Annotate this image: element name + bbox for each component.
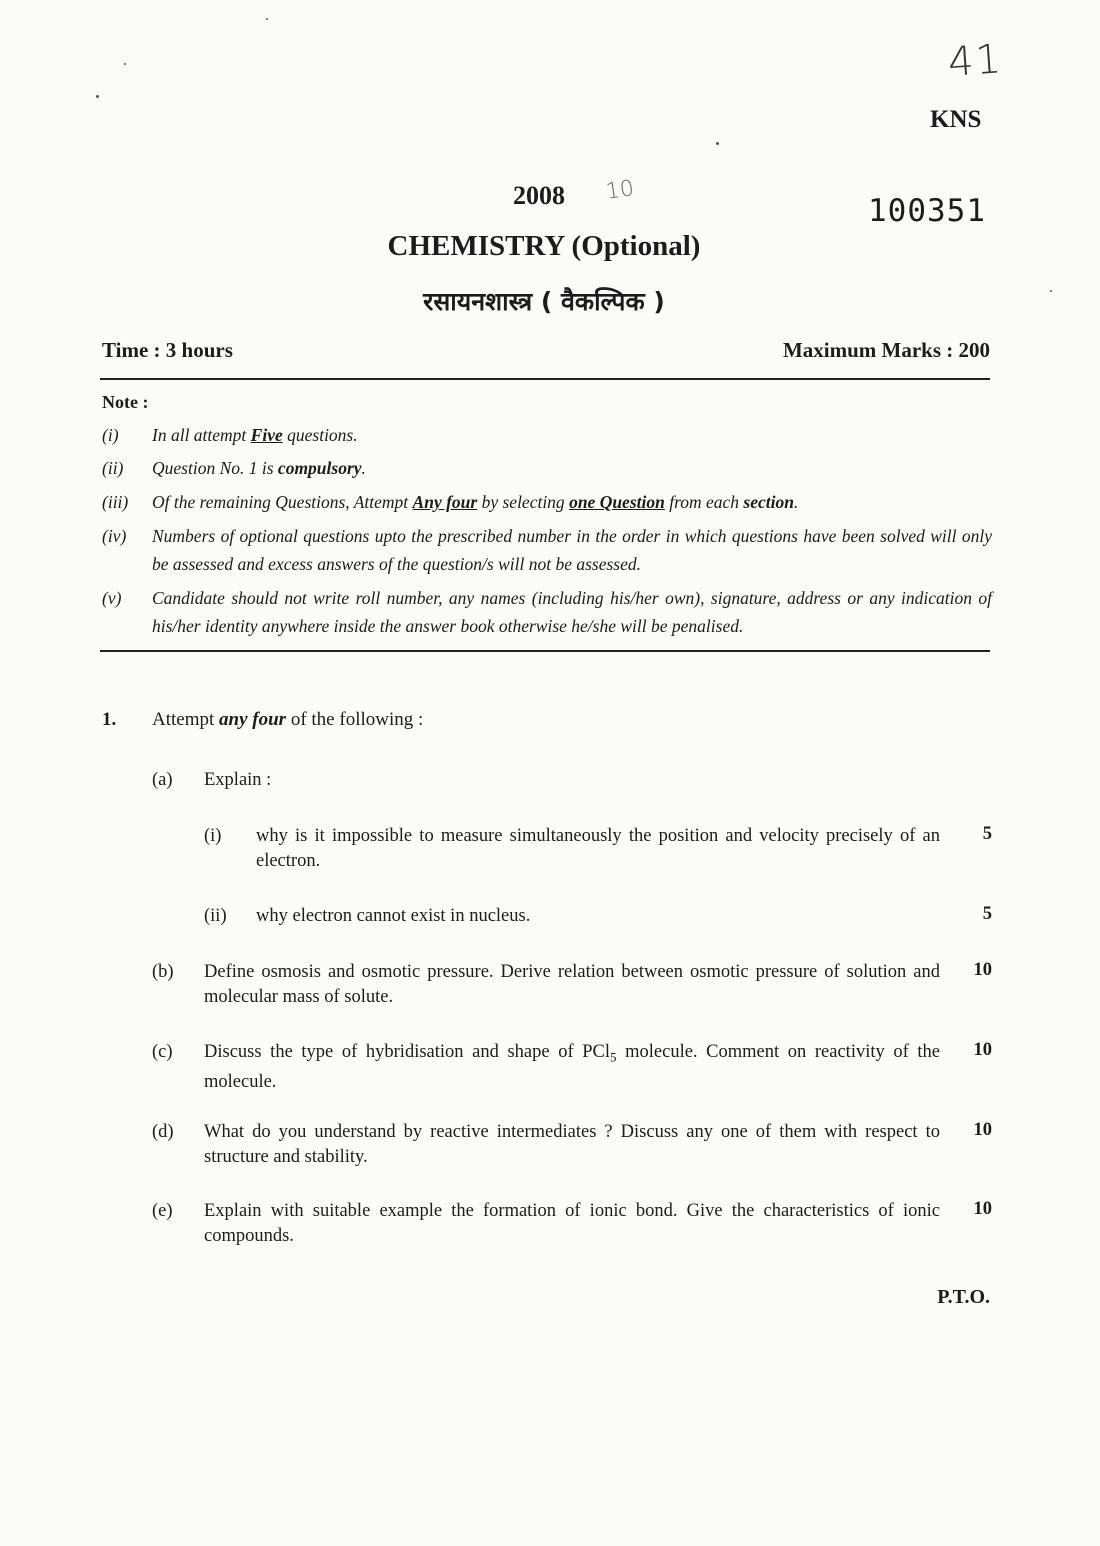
note-number: (ii) [102, 458, 124, 478]
part-text: Explain with suitable example the formation of ionic bond. Give the characteristics of ionic compounds. [204, 1201, 940, 1246]
handwritten-page-number: 41 [946, 36, 1005, 86]
paper-code: KNS [930, 106, 982, 133]
part-text: Discuss the type of hybridisation and shape of PCl$_5$ molecule. Comment on reactivity of the molecule. [204, 1042, 940, 1092]
part-label: (d) [152, 1122, 174, 1142]
subject-title: CHEMISTRY (Optional) [387, 230, 701, 262]
scan-speck [266, 18, 268, 20]
subpart-label: (ii) [204, 906, 227, 926]
note-item [102, 488, 992, 516]
marks: 10 [973, 1040, 992, 1060]
note-text: In all attempt Five questions. [152, 425, 358, 445]
please-turn-over: P.T.O. [937, 1286, 990, 1308]
note-item [102, 454, 992, 482]
part-text: What do you understand by reactive intermediates ? Discuss any one of them with respect to structure and stability. [204, 1122, 940, 1167]
question-intro: Attempt any four of the following : [152, 709, 424, 730]
serial-number: 100351 [868, 193, 986, 229]
part-label: (c) [152, 1042, 173, 1062]
emphasis: compulsory [277, 458, 362, 478]
scan-speck [716, 142, 719, 145]
note-number: (v) [102, 588, 122, 608]
question-number: 1. [102, 709, 117, 730]
part-text: Define osmosis and osmotic pressure. Derive relation between osmotic pressure of solution and molecular mass of solute. [204, 962, 940, 1007]
part-label: (b) [152, 962, 174, 982]
marks: 5 [982, 824, 992, 844]
subject-title-hindi: रसायनशास्त्र ( वैकल्पिक ) [423, 287, 665, 316]
scan-speck [96, 95, 99, 98]
note-number: (iv) [102, 526, 127, 546]
marks: 10 [973, 960, 992, 980]
emphasis: Five [250, 425, 283, 445]
emphasis: one Question [569, 492, 665, 512]
note-text: Of the remaining Questions, Attempt Any four by selecting one Question from each section. [152, 492, 799, 512]
part-label: (a) [152, 770, 173, 790]
note-item [102, 584, 992, 640]
divider [100, 650, 990, 652]
part-label: (e) [152, 1201, 173, 1221]
subscript: 5 [610, 1049, 617, 1065]
handwritten-mark: 10 [604, 176, 636, 205]
divider [100, 378, 990, 380]
note-number: (iii) [102, 492, 129, 512]
note-item [102, 421, 992, 449]
marks: 5 [982, 904, 992, 924]
note-heading: Note : [102, 392, 149, 412]
marks: 10 [973, 1199, 992, 1219]
subpart-text: why is it impossible to measure simultaneously the position and velocity precisely of an electron. [256, 826, 940, 871]
scan-speck [124, 63, 126, 65]
note-text: Question No. 1 is compulsory. [152, 458, 366, 478]
time-allowed: Time : 3 hours [102, 338, 233, 362]
note-text: Numbers of optional questions upto the prescribed number in the order in which questions have been solved will only be assessed and excess answers of the question/s will not be assessed. [152, 526, 992, 574]
note-item [102, 522, 992, 578]
emphasis: Any four [412, 492, 478, 512]
note-number: (i) [102, 425, 119, 445]
marks: 10 [973, 1120, 992, 1140]
subpart-label: (i) [204, 826, 222, 846]
subpart-text: why electron cannot exist in nucleus. [256, 906, 531, 926]
emphasis: any four [219, 709, 287, 730]
part-text: Explain : [204, 770, 272, 790]
emphasis: section [743, 492, 794, 512]
note-text: Candidate should not write roll number, any names (including his/her own), signature, address or any indication of his/her identity anywhere inside the answer book otherwise he/she will be penalised. [152, 588, 992, 636]
maximum-marks: Maximum Marks : 200 [782, 338, 990, 362]
exam-year: 2008 [513, 181, 565, 210]
